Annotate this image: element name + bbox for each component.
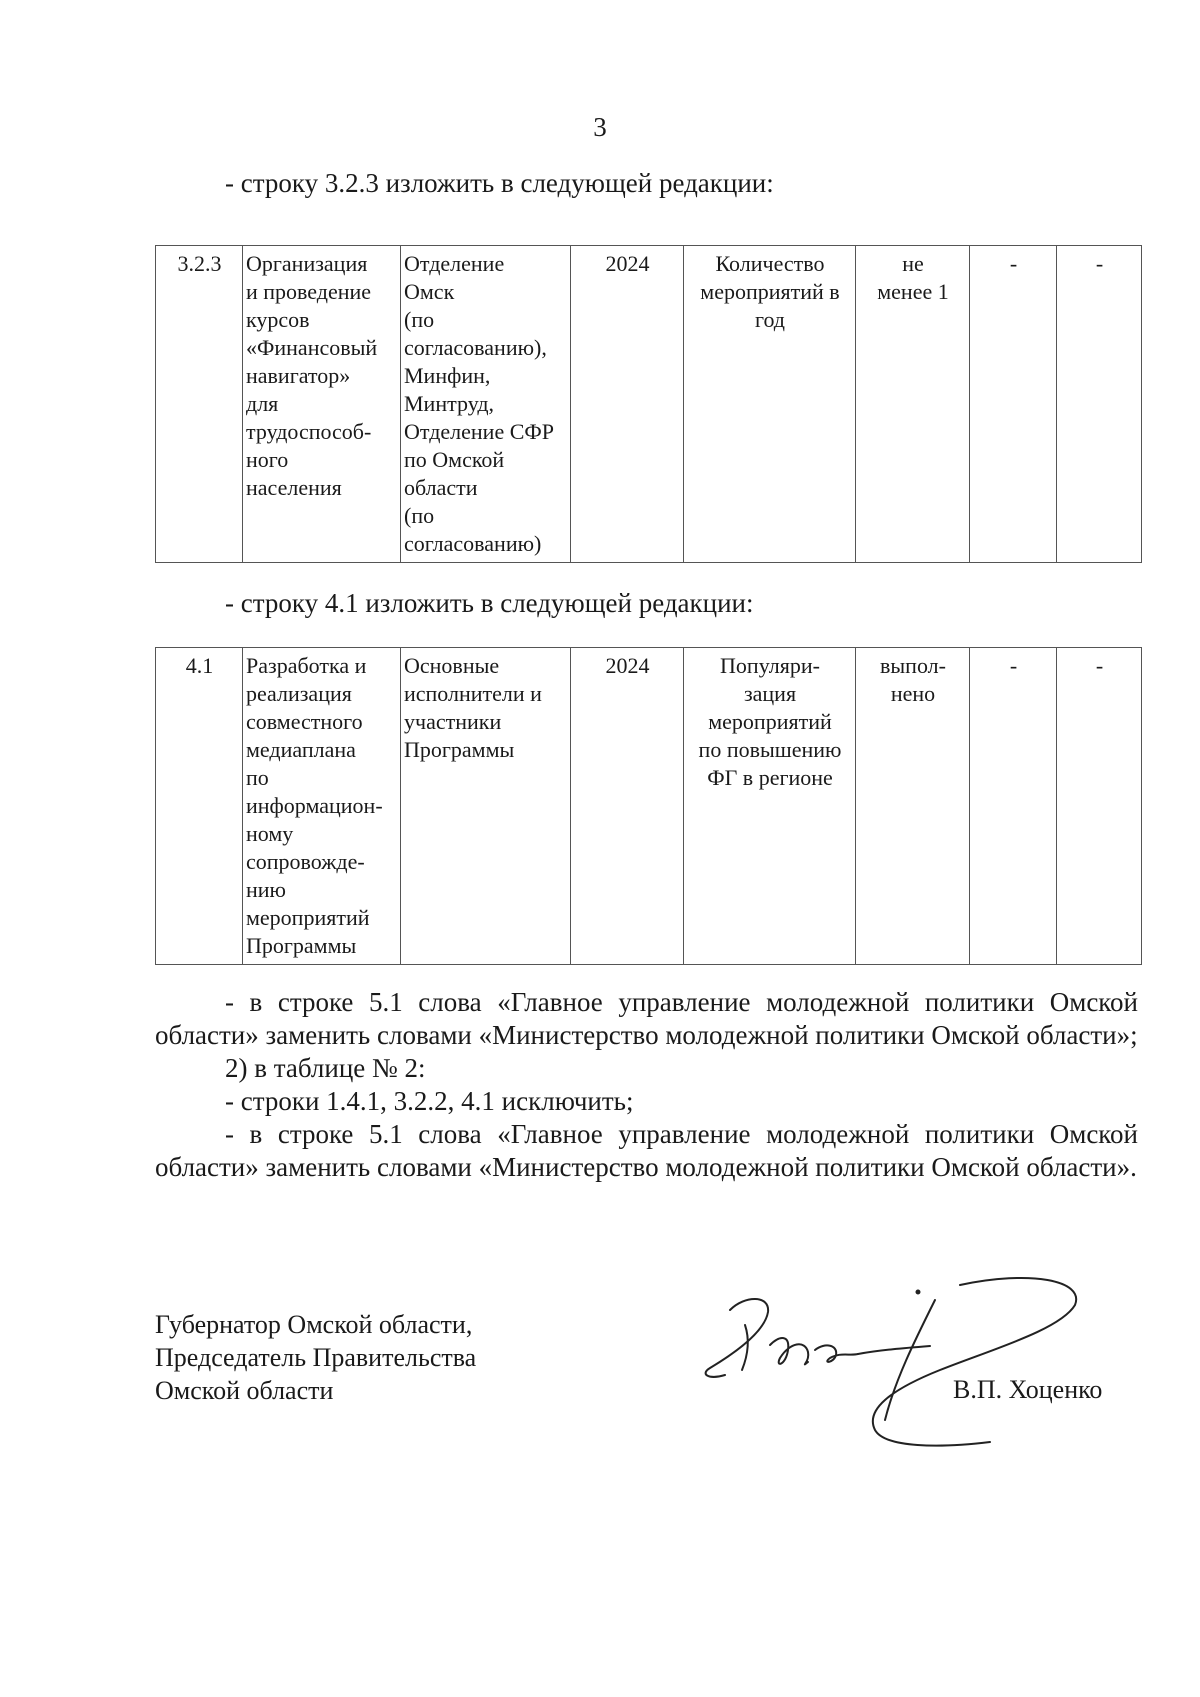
table-row <box>156 246 1142 563</box>
amendment-paragraphs <box>155 986 1138 1184</box>
value-cell: не менее 1 <box>856 246 970 563</box>
event-cell: Разработка и реализация совместного медиаплана по информацион- ному сопровожде- нию мероприятий Программы <box>243 648 401 965</box>
year-cell: 2024 <box>571 648 684 965</box>
executors-cell: Основные исполнители и участники Программы <box>401 648 571 965</box>
dash-cell-8: - <box>1057 246 1142 563</box>
dash-cell-7: - <box>970 648 1057 965</box>
dash-cell-7: - <box>970 246 1057 563</box>
paragraph-exclude-rows: - строки 1.4.1, 3.2.2, 4.1 исключить; <box>225 1086 634 1116</box>
indicator-cell: Популяри- зация мероприятий по повышению ФГ в регионе <box>684 648 856 965</box>
signatory-position: Губернатор Омской области, Председатель Правительства Омской области <box>155 1310 477 1405</box>
section1-intro: - строку 3.2.3 изложить в следующей редакции: <box>225 168 774 198</box>
table-row <box>156 648 1142 965</box>
paragraph-replace-5-1-table2: - в строке 5.1 слова «Главное управление молодежной политики Омской области» заменить словами «Министерство молодежной политики Омской области». <box>155 1119 1138 1182</box>
row-number: 4.1 <box>156 648 243 965</box>
row-number: 3.2.3 <box>156 246 243 563</box>
year-cell: 2024 <box>571 246 684 563</box>
value-cell: выпол- нено <box>856 648 970 965</box>
handwritten-signature-icon <box>690 1250 1110 1450</box>
paragraph-table2-heading: 2) в таблице № 2: <box>225 1053 426 1083</box>
dash-cell-8: - <box>1057 648 1142 965</box>
paragraph-replace-5-1-table1: - в строке 5.1 слова «Главное управление молодежной политики Омской области» заменить словами «Министерство молодежной политики Омской области»; <box>155 987 1138 1050</box>
indicator-cell: Количество мероприятий в год <box>684 246 856 563</box>
table-row-4-1 <box>155 647 1142 965</box>
table-row-3-2-3 <box>155 245 1142 563</box>
executors-cell: Отделение Омск (по согласованию), Минфин, Минтруд, Отделение СФР по Омской области (по согласованию) <box>401 246 571 563</box>
page-number: 3 <box>593 112 607 142</box>
event-cell: Организация и проведение курсов «Финансовый навигатор» для трудоспособ- ного населения <box>243 246 401 563</box>
section2-intro: - строку 4.1 изложить в следующей редакции: <box>225 588 754 618</box>
signatory-name: В.П. Хоценко <box>953 1375 1103 1404</box>
